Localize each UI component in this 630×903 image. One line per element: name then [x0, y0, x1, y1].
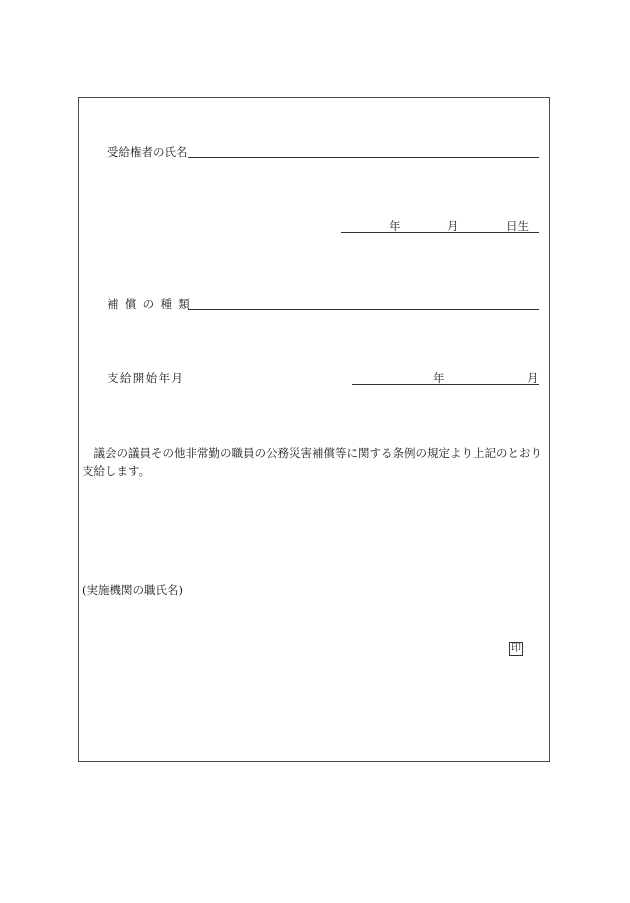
payment-start-year-label: 年 — [433, 371, 445, 385]
recipient-name-line[interactable] — [188, 157, 539, 158]
form-frame — [78, 97, 550, 762]
birth-month-label: 月 — [447, 219, 459, 233]
compensation-type-line[interactable] — [188, 309, 539, 310]
payment-start-label: 支給開始年月 — [107, 371, 185, 385]
payment-start-month-label: 月 — [527, 371, 539, 385]
payment-statement: 議会の議員その他非常勤の職員の公務災害補償等に関する条例の規定より上記のとおり支給します。 — [82, 446, 542, 478]
compensation-type-label: 補償の種類 — [107, 297, 197, 311]
birth-year-label: 年 — [389, 219, 401, 233]
payment-start-line[interactable] — [352, 384, 539, 385]
birth-day-label: 日生 — [506, 219, 529, 233]
agency-label: (実施機関の職氏名) — [82, 583, 183, 597]
birth-date-line[interactable] — [341, 232, 539, 233]
seal-mark: 印 — [511, 643, 521, 654]
recipient-name-label: 受給権者の氏名 — [107, 145, 188, 159]
